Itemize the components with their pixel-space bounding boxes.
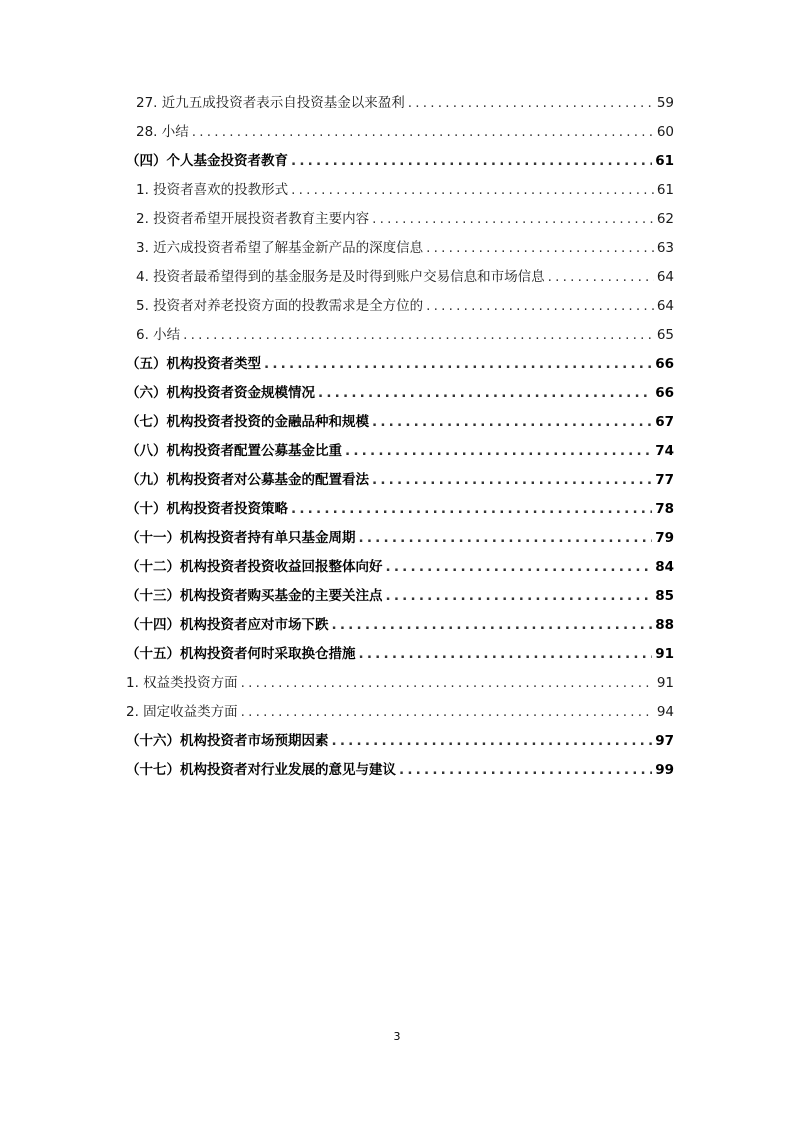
toc-entry-title: （九）机构投资者对公募基金的配置看法	[126, 472, 369, 488]
dot-leader	[332, 730, 653, 752]
dot-leader	[291, 179, 654, 201]
dot-leader	[399, 759, 652, 781]
toc-entry[interactable]	[126, 730, 674, 752]
toc-entry[interactable]	[126, 382, 674, 404]
dot-leader	[291, 150, 652, 172]
toc-entry-title: （十六）机构投资者市场预期因素	[126, 733, 329, 749]
toc-entry-title: 1. 投资者喜欢的投教形式	[136, 182, 289, 198]
toc-entry-page: 74	[655, 443, 674, 459]
toc-entry-page: 64	[656, 298, 674, 314]
toc-entry-page: 59	[656, 95, 674, 111]
dot-leader	[241, 701, 654, 723]
toc-entry-page: 64	[656, 269, 674, 285]
toc-entry-page: 62	[656, 211, 674, 227]
toc-entry-title: 5. 投资者对养老投资方面的投教需求是全方位的	[136, 298, 424, 314]
toc-entry-page: 61	[656, 182, 674, 198]
toc-entry-page: 91	[656, 675, 674, 691]
toc-entry-title: （八）机构投资者配置公募基金比重	[126, 443, 342, 459]
dot-leader	[386, 585, 653, 607]
toc-entry-page: 60	[656, 124, 674, 140]
toc-entry-title: （六）机构投资者资金规模情况	[126, 385, 315, 401]
toc-entry-page: 78	[655, 501, 674, 517]
toc-entry[interactable]	[126, 759, 674, 781]
toc-entry[interactable]	[126, 411, 674, 433]
toc-entry[interactable]	[136, 92, 674, 114]
toc-entry[interactable]	[136, 179, 674, 201]
toc-entry-page: 84	[655, 559, 674, 575]
toc-entry-title: （十二）机构投资者投资收益回报整体向好	[126, 559, 383, 575]
toc-entry-title: 4. 投资者最希望得到的基金服务是及时得到账户交易信息和市场信息	[136, 269, 545, 285]
toc-entry[interactable]	[136, 121, 674, 143]
toc-entry[interactable]	[136, 266, 674, 288]
toc-entry-page: 99	[655, 762, 674, 778]
toc-entry[interactable]	[126, 440, 674, 462]
toc-entry[interactable]	[136, 237, 674, 259]
toc-entry-title: （十七）机构投资者对行业发展的意见与建议	[126, 762, 396, 778]
toc-entry[interactable]	[126, 701, 674, 723]
toc-entry-page: 66	[655, 385, 674, 401]
dot-leader	[359, 527, 653, 549]
toc-entry-title: （十五）机构投资者何时采取换仓措施	[126, 646, 356, 662]
toc-entry-page: 97	[655, 733, 674, 749]
toc-entry[interactable]	[126, 498, 674, 520]
toc-entry-page: 77	[655, 472, 674, 488]
toc-entry-title: 2. 固定收益类方面	[126, 704, 238, 720]
toc-entry-title: （十一）机构投资者持有单只基金周期	[126, 530, 356, 546]
toc-entry-page: 79	[655, 530, 674, 546]
toc-entry-page: 61	[655, 153, 674, 169]
dot-leader	[318, 382, 652, 404]
toc-entry[interactable]	[136, 295, 674, 317]
page-number: 3	[393, 1030, 401, 1043]
toc-entry-title: （十）机构投资者投资策略	[126, 501, 288, 517]
dot-leader	[264, 353, 652, 375]
toc-entry-title: （十三）机构投资者购买基金的主要关注点	[126, 588, 383, 604]
toc-entry[interactable]	[126, 672, 674, 694]
toc-entry-page: 65	[656, 327, 674, 343]
toc-entry-page: 85	[655, 588, 674, 604]
toc-entry-title: 2. 投资者希望开展投资者教育主要内容	[136, 211, 370, 227]
toc-entry-page: 94	[656, 704, 674, 720]
toc-entry-title: （五）机构投资者类型	[126, 356, 261, 372]
toc-entry-page: 67	[655, 414, 674, 430]
toc-entry-title: 27. 近九五成投资者表示自投资基金以来盈利	[136, 95, 405, 111]
toc-entry-title: 3. 近六成投资者希望了解基金新产品的深度信息	[136, 240, 424, 256]
dot-leader	[386, 556, 653, 578]
toc-entry[interactable]	[136, 208, 674, 230]
dot-leader	[359, 643, 653, 665]
toc-entry[interactable]	[126, 527, 674, 549]
dot-leader	[372, 469, 652, 491]
toc-entry[interactable]	[126, 643, 674, 665]
dot-leader	[345, 440, 652, 462]
toc-entry[interactable]	[126, 353, 674, 375]
toc-entry-title: （十四）机构投资者应对市场下跌	[126, 617, 329, 633]
toc-entry[interactable]	[126, 150, 674, 172]
dot-leader	[372, 208, 654, 230]
toc-entry-page: 88	[655, 617, 674, 633]
toc-entry-page: 63	[656, 240, 674, 256]
dot-leader	[332, 614, 653, 636]
dot-leader	[426, 237, 654, 259]
toc-entry[interactable]	[126, 469, 674, 491]
toc-entry-title: 6. 小结	[136, 327, 181, 343]
dot-leader	[241, 672, 654, 694]
dot-leader	[408, 92, 654, 114]
dot-leader	[548, 266, 654, 288]
toc-entry-title: （四）个人基金投资者教育	[126, 153, 288, 169]
toc-entry-page: 91	[655, 646, 674, 662]
toc-entry[interactable]	[136, 324, 674, 346]
toc-entry-title: （七）机构投资者投资的金融品种和规模	[126, 414, 369, 430]
toc-entry[interactable]	[126, 614, 674, 636]
toc-entry[interactable]	[126, 556, 674, 578]
dot-leader	[192, 121, 654, 143]
toc-entry[interactable]	[126, 585, 674, 607]
toc-entry-title: 28. 小结	[136, 124, 189, 140]
toc-entry-title: 1. 权益类投资方面	[126, 675, 238, 691]
dot-leader	[291, 498, 652, 520]
dot-leader	[426, 295, 654, 317]
dot-leader	[372, 411, 652, 433]
toc-entry-page: 66	[655, 356, 674, 372]
dot-leader	[183, 324, 654, 346]
